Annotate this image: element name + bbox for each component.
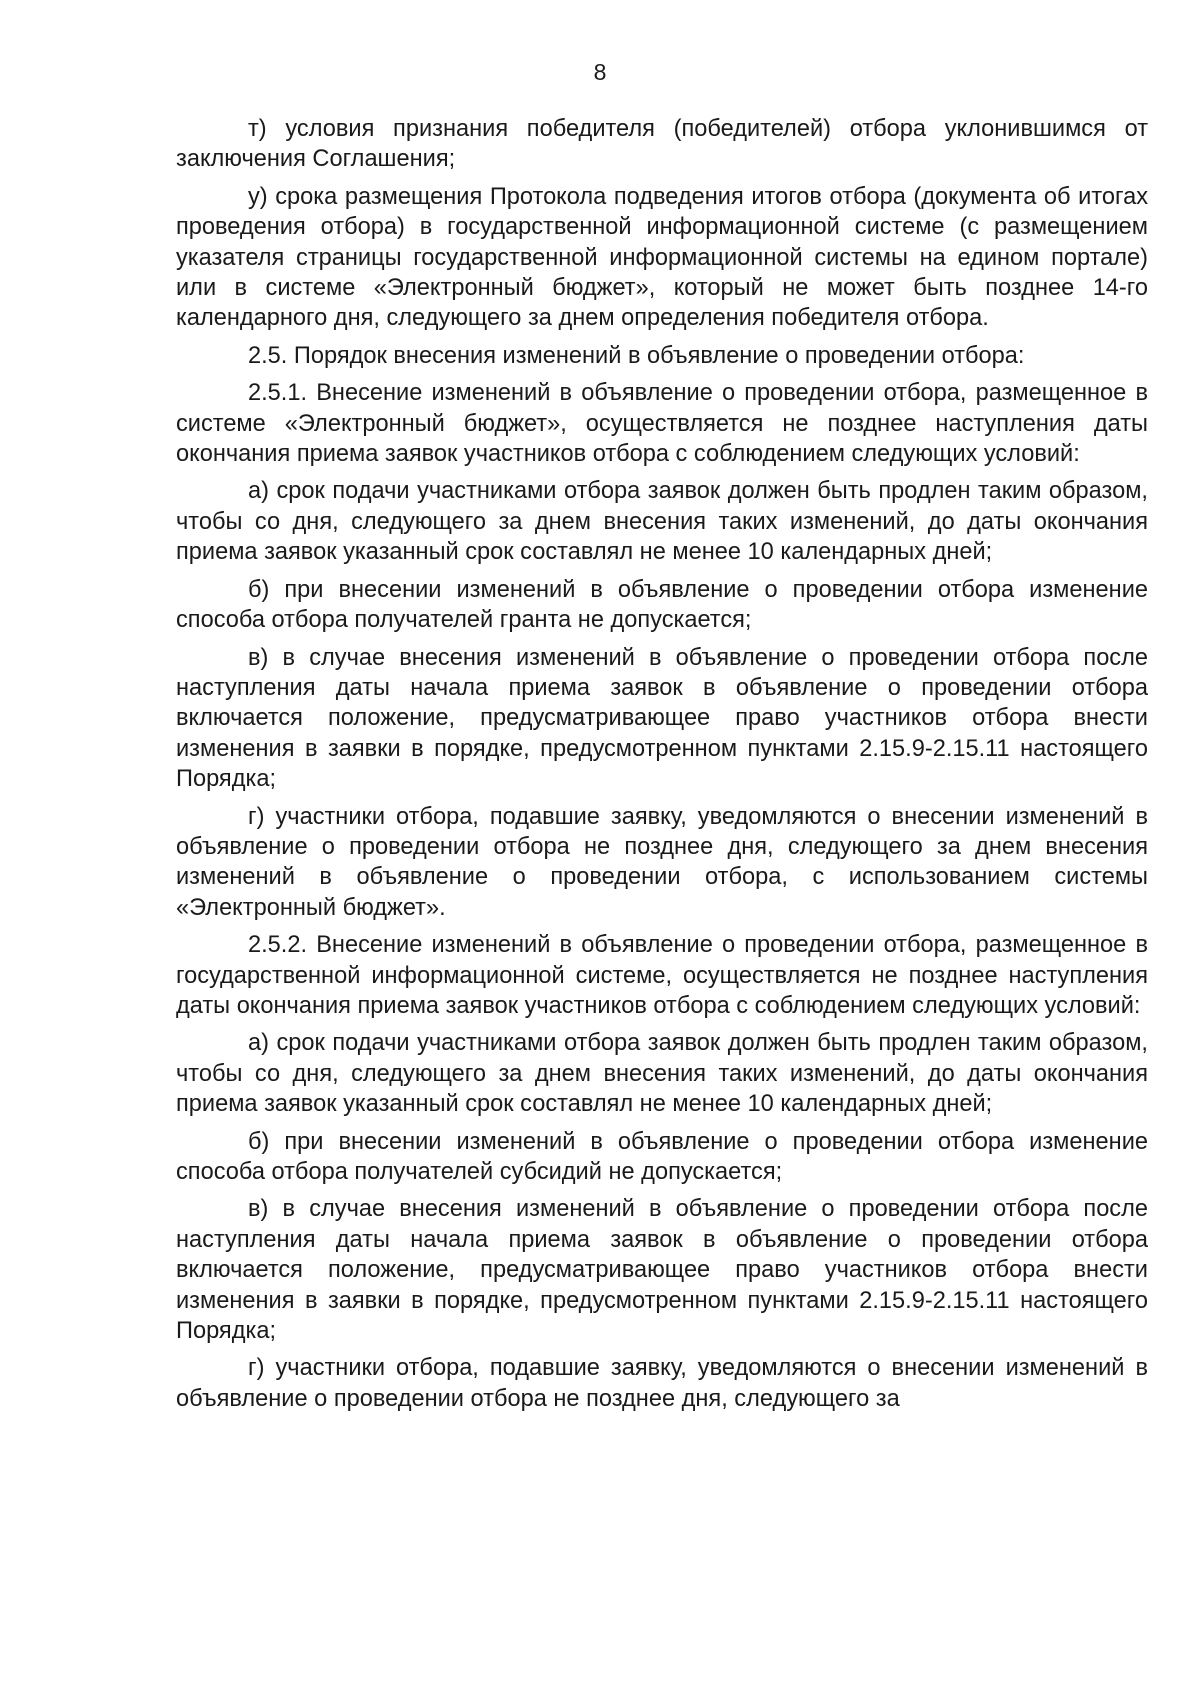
paragraph-2-5-2-v: в) в случае внесения изменений в объявление о проведении отбора после наступления даты начала приема заявок в объявление о проведении отбора включается положение, предусматривающее право участников отбора внести изменения в заявки в порядке, предусмотренном пунктами 2.15.9-2.15.11 настоящего Порядка; [176,1196,1148,1345]
document-body [176,114,1148,1421]
paragraph-t: т) условия признания победителя (победителей) отбора уклонившимся от заключения Соглашения; [176,116,1148,173]
paragraph-2-5-1: 2.5.1. Внесение изменений в объявление о проведении отбора, размещенное в системе «Электронный бюджет», осуществляется не позднее наступления даты окончания приема заявок участников отбора с соблюдением следующих условий: [176,380,1148,468]
paragraph-2-5-1-a: а) срок подачи участниками отбора заявок должен быть продлен таким образом, чтобы со дня, следующего за днем внесения таких изменений, до даты окончания приема заявок указанный срок составлял не менее 10 календарных дней; [176,478,1148,566]
paragraph-2-5: 2.5. Порядок внесения изменений в объявление о проведении отбора: [248,342,1025,369]
paragraph-2-5-1-v: в) в случае внесения изменений в объявление о проведении отбора после наступления даты начала приема заявок в объявление о проведении отбора включается положение, предусматривающее право участников отбора внести изменения в заявки в порядке, предусмотренном пунктами 2.15.9-2.15.11 настоящего Порядка; [176,644,1148,793]
page-number: 8 [593,59,607,85]
paragraph-u: у) срока размещения Протокола подведения итогов отбора (документа об итогах проведения отбора) в государственной информационной системе (с размещением указателя страницы государственной информационной системы на едином портале) или в системе «Электронный бюджет», который не может быть позднее 14-го календарного дня, следующего за днем определения победителя отбора. [176,183,1148,332]
paragraph-2-5-2-b: б) при внесении изменений в объявление о проведении отбора изменение способа отбора получателей субсидий не допускается; [176,1128,1148,1185]
paragraph-2-5-2-a: а) срок подачи участниками отбора заявок должен быть продлен таким образом, чтобы со дня, следующего за днем внесения таких изменений, до даты окончания приема заявок указанный срок составлял не менее 10 календарных дней; [176,1030,1148,1118]
paragraph-2-5-1-g: г) участники отбора, подавшие заявку, уведомляются о внесении изменений в объявление о проведении отбора не позднее дня, следующего за днем внесения изменений в объявление о проведении отбора, с использованием системы «Электронный бюджет». [176,803,1148,921]
paragraph-2-5-2-g: г) участники отбора, подавшие заявку, уведомляются о внесении изменений в объявление о проведении отбора не позднее дня, следующего за [176,1355,1148,1412]
paragraph-2-5-2: 2.5.2. Внесение изменений в объявление о проведении отбора, размещенное в государственной информационной системе, осуществляется не позднее наступления даты окончания приема заявок участников отбора с соблюдением следующих условий: [176,932,1148,1019]
paragraph-2-5-1-b: б) при внесении изменений в объявление о проведении отбора изменение способа отбора получателей гранта не допускается; [176,576,1148,634]
